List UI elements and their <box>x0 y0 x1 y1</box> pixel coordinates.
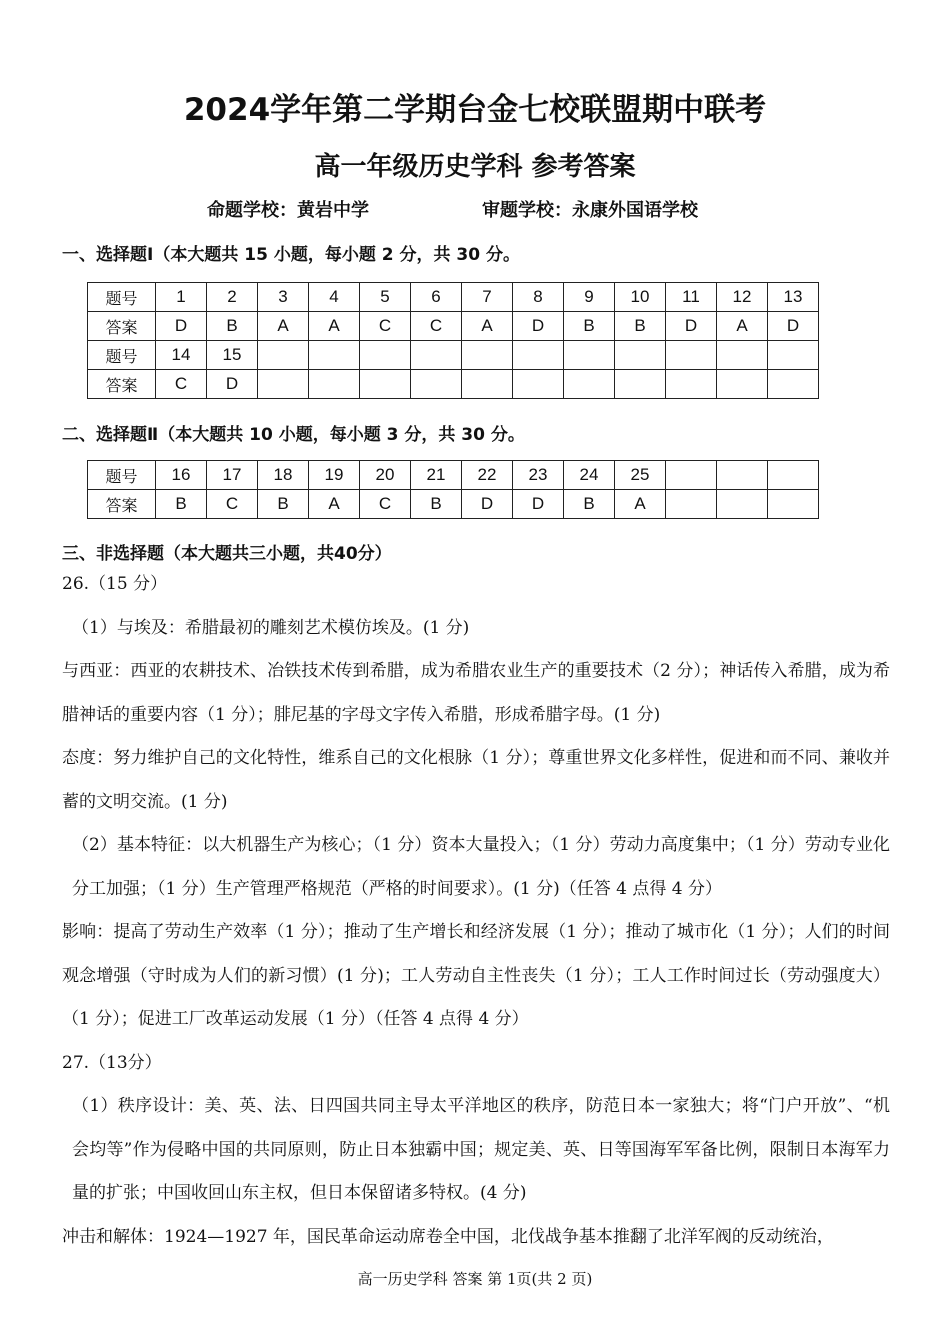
answer-cell: D <box>513 312 564 341</box>
answer-cell: D <box>768 312 819 341</box>
answer-cell: A <box>309 312 360 341</box>
question-number: 15 <box>207 341 258 370</box>
exam-title: 2024学年第二学期台金七校联盟期中联考 <box>183 92 767 128</box>
answer-cell: C <box>156 370 207 399</box>
answer-cell: C <box>360 490 411 519</box>
question-number <box>768 461 819 490</box>
question-number: 11 <box>666 283 717 312</box>
question-number <box>360 341 411 370</box>
answer-cell <box>564 370 615 399</box>
answer-label: 答案 <box>88 370 156 399</box>
answer-cell <box>768 370 819 399</box>
question-number: 16 <box>156 461 207 490</box>
answer-cell: B <box>258 490 309 519</box>
answer-cell <box>513 370 564 399</box>
answer-paragraph: 影响：提高了劳动生产效率（1 分）；推动了生产增长和经济发展（1 分）；推动了城市化（1 分）；人们的时间观念增强（守时成为人们的新习惯）(1 分)；工人劳动自主性丧失（1 分）；工人工作时间过长（劳动强度大）（1 分）；促进工厂改革运动发展（1 分）（任答 4 点得 4 分） <box>62 922 890 1029</box>
table-row <box>88 490 819 519</box>
question-number: 23 <box>513 461 564 490</box>
answer-cell: A <box>258 312 309 341</box>
answer-paragraph: 冲击和解体：1924—1927 年，国民革命运动席卷全中国，北伐战争基本推翻了北洋军阀的反动统治， <box>62 1226 834 1247</box>
page-footer: 高一历史学科 答案 第 1页(共 2 页) <box>357 1270 593 1288</box>
question-number: 5 <box>360 283 411 312</box>
setter-school: 命题学校：黄岩中学 <box>207 200 369 221</box>
answer-cell <box>717 370 768 399</box>
question-number <box>564 341 615 370</box>
question-number: 12 <box>717 283 768 312</box>
answer-cell: B <box>207 312 258 341</box>
table-row <box>88 461 819 490</box>
answer-cell: B <box>615 312 666 341</box>
question-number <box>309 341 360 370</box>
table-row <box>88 341 819 370</box>
section1-answer-table <box>87 282 819 399</box>
answer-paragraph: （1）与埃及：希腊最初的雕刻艺术模仿埃及。(1 分) <box>72 617 470 638</box>
question-number: 1 <box>156 283 207 312</box>
question-number: 10 <box>615 283 666 312</box>
answer-cell: B <box>411 490 462 519</box>
question-number: 17 <box>207 461 258 490</box>
table-row <box>88 283 819 312</box>
answer-label: 答案 <box>88 312 156 341</box>
question-number: 7 <box>462 283 513 312</box>
question-number: 24 <box>564 461 615 490</box>
question-number: 4 <box>309 283 360 312</box>
question-label: 题号 <box>88 341 156 370</box>
exam-subtitle: 高一年级历史学科 参考答案 <box>314 152 636 182</box>
question-label: 题号 <box>88 283 156 312</box>
answer-cell: C <box>207 490 258 519</box>
question-number: 19 <box>309 461 360 490</box>
question-number: 20 <box>360 461 411 490</box>
question-number: 22 <box>462 461 513 490</box>
question-number <box>258 341 309 370</box>
answer-cell <box>666 490 717 519</box>
answer-cell: C <box>360 312 411 341</box>
question-27-header: 27.（13分） <box>62 1052 162 1073</box>
answer-cell <box>462 370 513 399</box>
section3-title: 三、非选择题（本大题共三小题，共40分） <box>62 544 392 564</box>
answer-cell: B <box>564 312 615 341</box>
question-number <box>717 461 768 490</box>
section2-title: 二、选择题Ⅱ（本大题共 10 小题，每小题 3 分，共 30 分。 <box>62 425 525 445</box>
question-number <box>615 341 666 370</box>
answer-cell <box>360 370 411 399</box>
question-number: 25 <box>615 461 666 490</box>
question-number: 21 <box>411 461 462 490</box>
answer-paragraph: （1）秩序设计：美、英、法、日四国共同主导太平洋地区的秩序，防范日本一家独大；将“门户开放”、“机会均等”作为侵略中国的共同原则，防止日本独霸中国；规定美、英、日等国海军军备比例，限制日本海军力量的扩张；中国收回山东主权，但日本保留诸多特权。(4 分) <box>72 1096 890 1203</box>
answer-body <box>62 563 890 1259</box>
answer-label: 答案 <box>88 490 156 519</box>
question-number: 3 <box>258 283 309 312</box>
answer-paragraph: 与西亚：西亚的农耕技术、冶铁技术传到希腊，成为希腊农业生产的重要技术（2 分）；神话传入希腊，成为希腊神话的重要内容（1 分）；腓尼基的字母文字传入希腊，形成希腊字母。(1 分) <box>62 661 890 725</box>
reviewer-school: 审题学校：永康外国语学校 <box>482 200 698 221</box>
answer-cell: D <box>513 490 564 519</box>
answer-cell: A <box>462 312 513 341</box>
table-row <box>88 312 819 341</box>
question-number: 18 <box>258 461 309 490</box>
answer-cell <box>768 490 819 519</box>
answer-cell: D <box>666 312 717 341</box>
answer-cell: B <box>564 490 615 519</box>
question-number <box>513 341 564 370</box>
question-number: 9 <box>564 283 615 312</box>
question-number: 8 <box>513 283 564 312</box>
question-number: 14 <box>156 341 207 370</box>
answer-cell <box>411 370 462 399</box>
answer-paragraph: （2）基本特征：以大机器生产为核心；（1 分）资本大量投入；（1 分）劳动力高度集中；（1 分）劳动专业化分工加强；（1 分）生产管理严格规范（严格的时间要求）。(1 分)（任答 4 点得 4 分） <box>72 835 890 899</box>
answer-cell: D <box>207 370 258 399</box>
answer-cell: D <box>156 312 207 341</box>
question-number <box>462 341 513 370</box>
question-number: 6 <box>411 283 462 312</box>
answer-cell: A <box>309 490 360 519</box>
answer-cell <box>258 370 309 399</box>
answer-cell <box>615 370 666 399</box>
question-26-header: 26.（15 分） <box>62 574 168 594</box>
answer-cell: A <box>615 490 666 519</box>
answer-cell <box>666 370 717 399</box>
table-row <box>88 370 819 399</box>
answer-cell: C <box>411 312 462 341</box>
answer-cell <box>309 370 360 399</box>
answer-cell: A <box>717 312 768 341</box>
answer-paragraph: 态度：努力维护自己的文化特性，维系自己的文化根脉（1 分）；尊重世界文化多样性，促进和而不同、兼收并蓄的文明交流。(1 分) <box>62 748 890 812</box>
section2-answer-table <box>87 460 819 519</box>
question-number <box>666 461 717 490</box>
question-number: 2 <box>207 283 258 312</box>
question-number <box>666 341 717 370</box>
section1-title: 一、选择题Ⅰ（本大题共 15 小题，每小题 2 分，共 30 分。 <box>62 245 520 265</box>
question-number: 13 <box>768 283 819 312</box>
question-number <box>717 341 768 370</box>
answer-cell: D <box>462 490 513 519</box>
question-number <box>411 341 462 370</box>
answer-cell: B <box>156 490 207 519</box>
question-number <box>768 341 819 370</box>
answer-cell <box>717 490 768 519</box>
question-label: 题号 <box>88 461 156 490</box>
